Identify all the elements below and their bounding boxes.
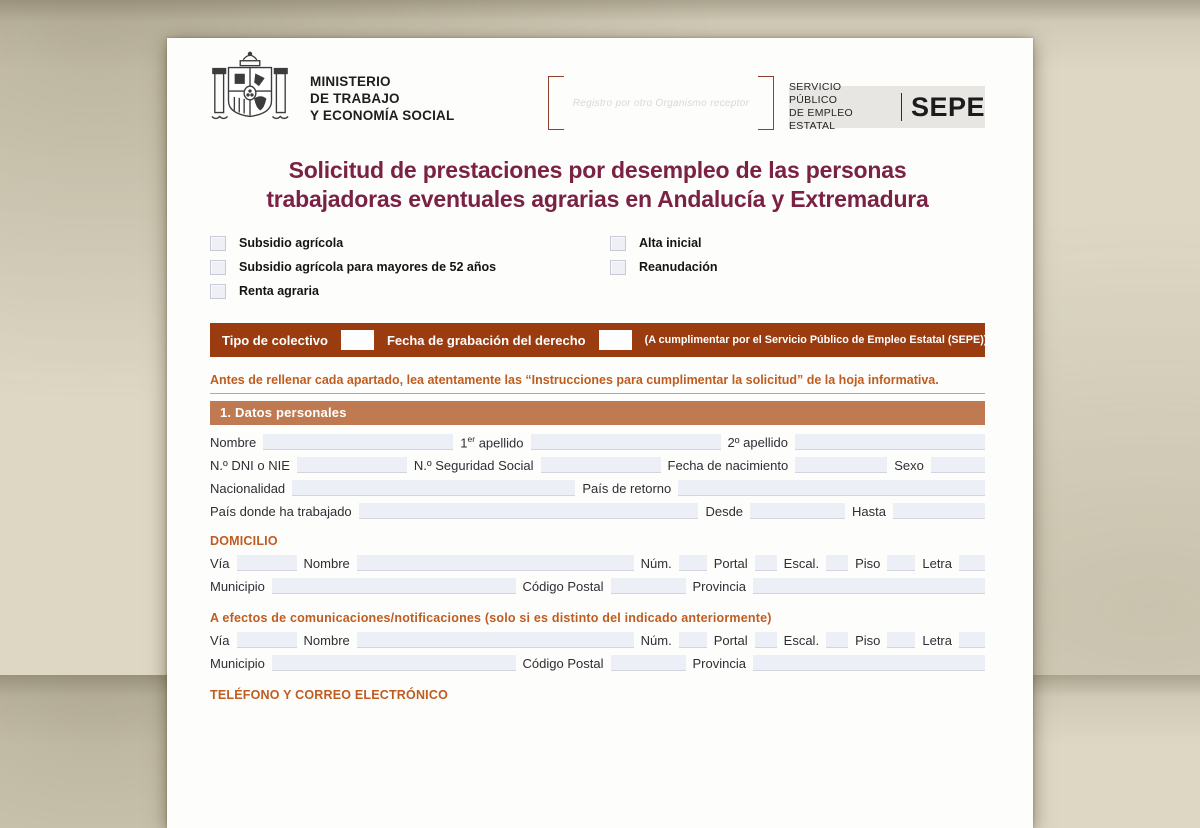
form-content xyxy=(210,38,988,703)
piso-label: Piso xyxy=(855,555,881,571)
apellido1-label xyxy=(460,434,523,450)
option-renta-agraria xyxy=(210,279,610,303)
checkbox-reanudacion[interactable] xyxy=(610,260,626,275)
via-input[interactable] xyxy=(237,555,297,571)
row-id-birth xyxy=(210,457,985,473)
provincia-input[interactable] xyxy=(753,578,985,594)
benefit-options-right xyxy=(610,231,985,303)
ministry-line3: Y ECONOMÍA SOCIAL xyxy=(310,107,455,123)
pais-trabajado-input[interactable] xyxy=(359,503,699,519)
piso-input[interactable] xyxy=(887,555,915,571)
sepe-only-note: (A cumplimentar por el Servicio Público de Empleo Estatal (SEPE)) xyxy=(644,334,988,347)
sepe-logo-line1: SERVICIO PÚBLICO xyxy=(789,80,842,106)
apellido1-label-sup: er xyxy=(467,434,476,445)
sepe-logo-line2: DE EMPLEO ESTATAL xyxy=(789,107,853,133)
telefono-heading: TELÉFONO Y CORREO ELECTRÓNICO xyxy=(210,688,448,703)
num-input[interactable] xyxy=(679,555,707,571)
sepe-logo-text xyxy=(789,81,892,134)
nacionalidad-label: Nacionalidad xyxy=(210,480,286,496)
option-reanudacion xyxy=(610,255,985,279)
spain-coat-of-arms-icon xyxy=(210,50,290,136)
row-nationality xyxy=(210,480,985,496)
via-nombre-label: Nombre xyxy=(303,555,350,571)
option-label: Subsidio agrícola xyxy=(239,236,344,251)
dni-label: N.º DNI o NIE xyxy=(210,457,290,473)
via-nombre-input[interactable] xyxy=(357,555,634,571)
hasta-input[interactable] xyxy=(893,503,985,519)
notif-via-label: Vía xyxy=(210,632,230,648)
apellido2-input[interactable] xyxy=(795,434,985,450)
ministry-line2: DE TRABAJO xyxy=(310,90,400,106)
apellido1-label-num: 1 xyxy=(460,435,468,451)
notif-codigo-postal-label: Código Postal xyxy=(522,655,604,671)
instructions-divider xyxy=(210,393,985,394)
escal-label: Escal. xyxy=(783,555,820,571)
form-page xyxy=(167,38,1033,828)
portal-input[interactable] xyxy=(755,555,777,571)
sexo-input[interactable] xyxy=(931,457,985,473)
notif-via-nombre-label: Nombre xyxy=(303,632,350,648)
pais-retorno-input[interactable] xyxy=(678,480,985,496)
municipio-label: Municipio xyxy=(210,578,265,594)
option-label: Subsidio agrícola para mayores de 52 años xyxy=(239,260,497,275)
notif-num-label: Núm. xyxy=(640,632,672,648)
escal-input[interactable] xyxy=(826,555,848,571)
option-subsidio-52 xyxy=(210,255,610,279)
form-title-line1: Solicitud de prestaciones por desempleo de las personas xyxy=(288,157,907,183)
notif-escal-input[interactable] xyxy=(826,632,848,648)
dni-input[interactable] xyxy=(297,457,407,473)
seguridad-social-label: N.º Seguridad Social xyxy=(413,457,534,473)
stamp-watermark-text: Registro por otro Organismo receptor xyxy=(572,97,750,109)
codigo-postal-label: Código Postal xyxy=(522,578,604,594)
row-work-country xyxy=(210,503,985,519)
notif-via-nombre-input[interactable] xyxy=(357,632,634,648)
fecha-nacimiento-input[interactable] xyxy=(795,457,887,473)
apellido1-label-rest: apellido xyxy=(475,435,524,451)
tipo-colectivo-input[interactable] xyxy=(341,330,374,350)
option-label: Reanudación xyxy=(639,260,718,275)
ministry-wordmark xyxy=(310,74,454,125)
sexo-label: Sexo xyxy=(894,457,924,473)
benefit-options-left xyxy=(210,231,610,303)
num-label: Núm. xyxy=(640,555,672,571)
row-notif-municipality xyxy=(210,655,985,671)
sepe-acronym: SEPE xyxy=(910,91,985,122)
row-name-surnames xyxy=(210,434,985,450)
sepe-logo-divider xyxy=(901,93,902,121)
seguridad-social-input[interactable] xyxy=(541,457,661,473)
form-title xyxy=(210,156,985,213)
notif-portal-label: Portal xyxy=(713,632,748,648)
notificaciones-heading: A efectos de comunicaciones/notificaciones (solo si es distinto del indicado anteriormente) xyxy=(210,611,772,626)
notif-provincia-label: Provincia xyxy=(692,655,746,671)
sepe-logo xyxy=(789,80,985,133)
notif-municipio-label: Municipio xyxy=(210,655,265,671)
letra-label: Letra xyxy=(922,555,952,571)
fecha-grabacion-label: Fecha de grabación del derecho xyxy=(386,332,586,348)
row-domicilio-street xyxy=(210,555,985,571)
checkbox-subsidio-agricola[interactable] xyxy=(210,236,226,251)
checkbox-subsidio-52[interactable] xyxy=(210,260,226,275)
notif-municipio-input[interactable] xyxy=(272,655,516,671)
notif-portal-input[interactable] xyxy=(755,632,777,648)
provincia-label: Provincia xyxy=(692,578,746,594)
checkbox-alta-inicial[interactable] xyxy=(610,236,626,251)
portal-label: Portal xyxy=(713,555,748,571)
pais-trabajado-label: País donde ha trabajado xyxy=(210,503,352,519)
via-label: Vía xyxy=(210,555,230,571)
option-label: Alta inicial xyxy=(639,236,702,251)
apellido1-input[interactable] xyxy=(531,434,721,450)
tipo-colectivo-label: Tipo de colectivo xyxy=(222,332,328,348)
municipio-input[interactable] xyxy=(272,578,516,594)
hasta-label: Hasta xyxy=(852,503,886,519)
option-label: Renta agraria xyxy=(239,284,319,299)
domicilio-heading: DOMICILIO xyxy=(210,534,278,549)
instructions-note: Antes de rellenar cada apartado, lea atentamente las “Instrucciones para cumplimentar la solicitud” de la hoja informativa. xyxy=(210,373,939,388)
ministry-line1: MINISTERIO xyxy=(310,74,391,89)
option-alta-inicial xyxy=(610,231,985,255)
checkbox-renta-agraria[interactable] xyxy=(210,284,226,299)
collective-type-bar xyxy=(210,323,988,357)
codigo-postal-input[interactable] xyxy=(611,578,686,594)
notif-via-input[interactable] xyxy=(237,632,297,648)
benefit-options xyxy=(210,231,985,303)
form-header xyxy=(210,48,985,136)
nombre-input[interactable] xyxy=(263,434,453,450)
notif-provincia-input[interactable] xyxy=(753,655,985,671)
notif-num-input[interactable] xyxy=(679,632,707,648)
desde-input[interactable] xyxy=(750,503,845,519)
option-subsidio-agricola xyxy=(210,231,610,255)
row-notif-street xyxy=(210,632,985,648)
notif-piso-input[interactable] xyxy=(887,632,915,648)
registry-stamp-box xyxy=(548,76,774,130)
section-1-header: 1. Datos personales xyxy=(210,401,985,425)
notif-piso-label: Piso xyxy=(855,632,881,648)
fecha-grabacion-input[interactable] xyxy=(599,330,632,350)
nacionalidad-input[interactable] xyxy=(292,480,575,496)
desde-label: Desde xyxy=(705,503,744,519)
notif-letra-input[interactable] xyxy=(959,632,985,648)
row-domicilio-municipality xyxy=(210,578,985,594)
pais-retorno-label: País de retorno xyxy=(582,480,672,496)
notif-codigo-postal-input[interactable] xyxy=(611,655,686,671)
form-title-line2: trabajadoras eventuales agrarias en Andalucía y Extremadura xyxy=(266,185,929,212)
apellido2-label: 2º apellido xyxy=(727,434,788,450)
nombre-label: Nombre xyxy=(210,434,257,450)
fecha-nacimiento-label: Fecha de nacimiento xyxy=(667,457,789,473)
notif-letra-label: Letra xyxy=(922,632,952,648)
letra-input[interactable] xyxy=(959,555,985,571)
notif-escal-label: Escal. xyxy=(783,632,820,648)
